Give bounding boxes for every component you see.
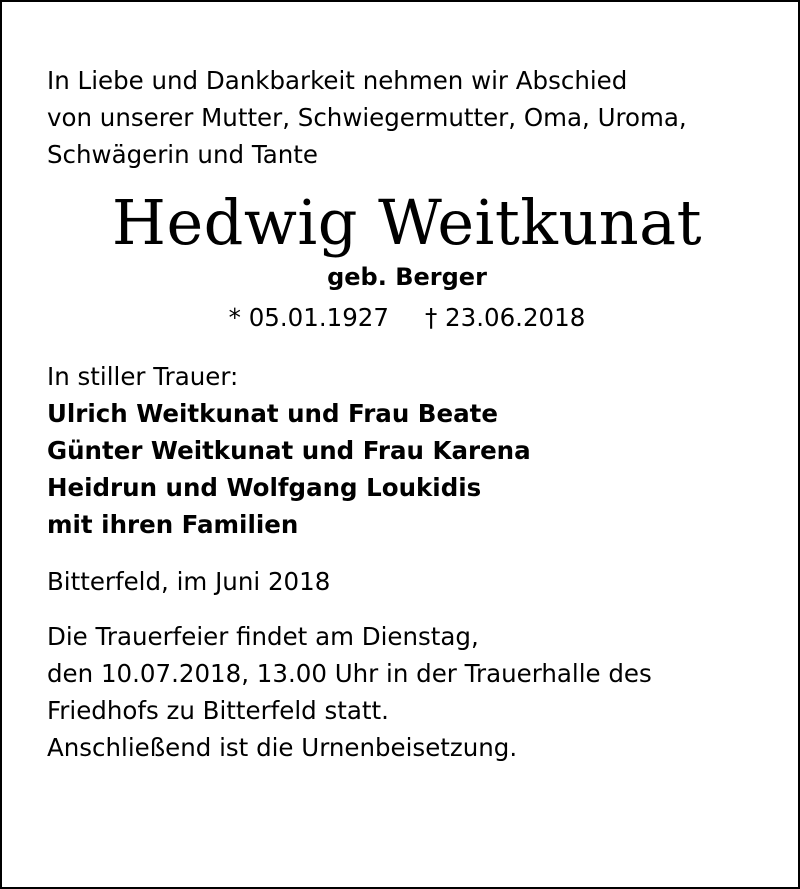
place-date: Bitterfeld, im Juni 2018	[47, 567, 331, 596]
life-dates	[47, 299, 767, 336]
service-line: Friedhofs zu Bitterfeld statt.	[47, 696, 389, 725]
service-line: den 10.07.2018, 13.00 Uhr in der Trauerhalle des	[47, 659, 652, 688]
death-date: † 23.06.2018	[425, 303, 586, 332]
intro-line: von unserer Mutter, Schwiegermutter, Oma, Uroma,	[47, 103, 687, 132]
intro-text	[47, 62, 767, 173]
notice-content	[47, 62, 767, 766]
mourners-block	[47, 358, 767, 543]
service-info	[47, 618, 767, 766]
mourner-line: mit ihren Familien	[47, 510, 299, 539]
intro-line: In Liebe und Dankbarkeit nehmen wir Abschied	[47, 66, 628, 95]
deceased-name: Hedwig Weitkunat	[111, 186, 703, 259]
birth-name: geb. Berger	[327, 263, 487, 291]
mourning-heading: In stiller Trauer:	[47, 362, 239, 391]
intro-line: Schwägerin und Tante	[47, 140, 318, 169]
mourner-line: Heidrun und Wolfgang Loukidis	[47, 473, 482, 502]
service-line: Die Trauerfeier findet am Dienstag,	[47, 622, 479, 651]
service-line: Anschließend ist die Urnenbeisetzung.	[47, 733, 518, 762]
mourner-line: Ulrich Weitkunat und Frau Beate	[47, 399, 498, 428]
birth-date: * 05.01.1927	[228, 303, 389, 332]
mourner-line: Günter Weitkunat und Frau Karena	[47, 436, 531, 465]
